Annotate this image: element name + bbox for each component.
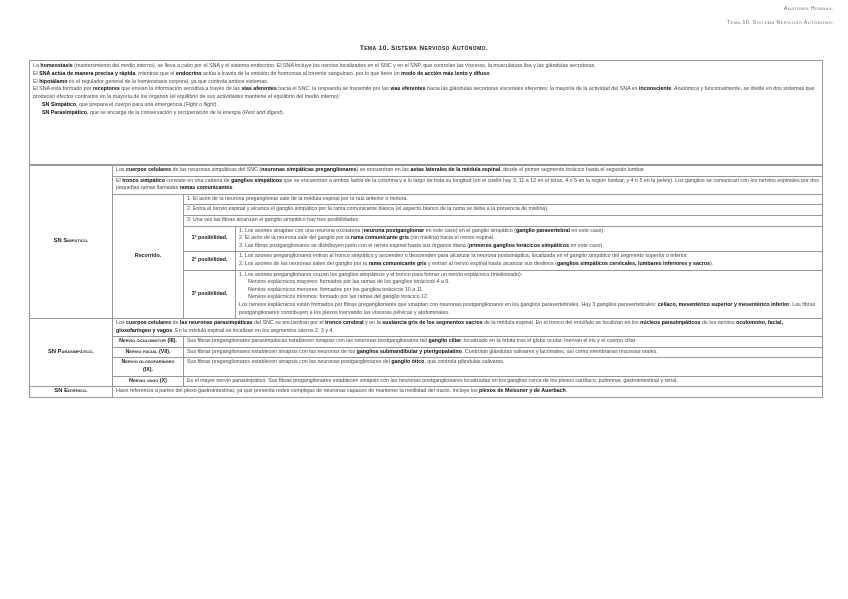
posibilidad-2-label: 2ª posibilidad. — [184, 252, 236, 270]
enterico-label: SN Entérico. — [30, 387, 113, 398]
intro-box — [29, 60, 823, 165]
nerve-name: Nervio vago (X) — [113, 376, 184, 387]
nerve-description: Es el mayor nervio parasimpático. Sus fibras preganglionares establecen sinapsis con las neuronas postganglionares localizadas en los ganglios cerca de los plexos cardíaco, pulmonar, gastrointestinal y renal. — [184, 376, 823, 387]
nerve-description: Sus fibras preganglionares establecen sinapsis con las neuronas de los ganglios submandibular y pterigopalatino. Controlan glándulas salivares y lacrimales, así como membranas mucosas orales. — [184, 347, 823, 358]
simpatico-label: SN Simpático. — [30, 166, 113, 319]
nerve-name: Nervio oculomotor (III). — [113, 337, 184, 348]
simpatico-trunk: El tronco simpático consiste en una cadena de ganglios simpáticos que se encuentran a ambos lados de la columna y a lo largo de toda su longitud (en el cuello hay 3, 11 a 12 en el tórax, 4 o 5 en la región lumbar, y 4 o 5 en la pelvis). Los ganglios se comunican con los nervios espinales por dos pequeñas ramas llamadas ramas comunicantes. — [113, 176, 823, 194]
parasimpatico-label: SN Parasimpático. — [30, 319, 113, 387]
header-topic: Tema 10. Sistema Nervioso Autónomo. — [726, 20, 834, 26]
summary-table — [29, 165, 823, 398]
posibilidad-2-text: 1. Los axones preganglionares entran al tronco simpático y ascienden o descienden para alcanzar la neurona postsináptica, localizada en el ganglio simpático del segmento superior o inferior. 2. Los axones de las neuronas salen del ganglio por la rama comunicante gris y entran al nervio espinal hasta alcanzar sus destinos (ganglios simpáticos cervicales, lumbares inferiores y sacros). — [236, 252, 823, 270]
posibilidad-1-text: 1. Los axones sinaptan con una neurona excitatoria (neurona postganglionar en este caso) en el ganglio simpático (ganglio paravertebral en este caso). 2. El axón de la neurona sale del ganglio por la rama comunicante gris (sin mielina) hacia el nervio espinal. 3. Las fibras postganglionares se distribuyen junto con el nervio espinal hasta sus órganos diana (primeros ganglios torácicos simpáticos en este caso). — [236, 226, 823, 252]
intro-paragraph: La homeostasis (mantenimiento del medio interno), se lleva a cabo por el SNA y el sistema endocrino. El SNA incluye los nervios localizados en el SNC y en el SNP, que controlan las vísceras, la musculatura lisa y las glándulas secretoras. — [33, 63, 596, 69]
recorrido-step: 1. El axón de la neurona preganglionar sale de la médula espinal por la raíz anterior o motora. — [184, 194, 823, 205]
nerve-name: Nervio glosofaríngeo (IX). — [113, 358, 184, 376]
recorrido-label: Recorrido. — [113, 194, 184, 318]
page-title: Tema 10. Sistema Nervioso Autónomo. — [359, 45, 489, 52]
nerve-name: Nervio facial (VII). — [113, 347, 184, 358]
nerve-description: Sus fibras preganglionares parasimpáticas establecen sinapsis con las neuronas postganglionares del ganglio ciliar, localizado en la órbita tras el globo ocular. Inervan el iris y el cuerpo ciliar. — [184, 337, 823, 348]
intro-bullet: SN Simpático, que prepara el cuerpo para una emergencia (Fight o flight). — [42, 101, 218, 108]
posibilidad-1-label: 1ª posibilidad. — [184, 226, 236, 252]
posibilidad-3-label: 3ª posibilidad. — [184, 270, 236, 319]
recorrido-step: 2. Entra al nervio espinal y alcanza el ganglio simpático por la rama comunicante blanca (el aspecto blanco de la rama se debe a la presencia de mielina). — [184, 205, 823, 216]
intro-paragraph: El SNA actúa de manera precisa y rápida, mientras que el endocrino actúa a través de la emisión de hormonas al torrente sanguíneo, por lo que tiene un modo de acción más lento y difuso. — [33, 70, 491, 77]
parasimpatico-intro: Los cuerpos celulares de las neuronas parasimpáticas del SNC se encuentran por el tronco cerebral y en la sustancia gris de los segmentos sacros de la médula espinal. En el tronco del encéfalo se localizan en los núcleos parasimpáticos de los nervios oculomotor, facial, glosofaríngeo y vagos. En la médula espinal se localizan en los segmentos sacros 2, 3 y 4. — [113, 319, 823, 337]
intro-paragraph: El SNA está formado por receptores que envían la información sensitiva a través de las vías aferentes hacia el SNC; la respuesta se transmite por las vías eferentes hacia las glándulas secretoras viscerales eferentes; la mayoría de la actividad del SNA es inconsciente. Anatómica y funcionalmente, se divide en dos sistemas que producen efectos contrarios en la mayoría de los órganos (el equilibrio de sus actividades mantiene el equilibrio del medio interno): — [33, 86, 815, 101]
simpatico-cell-bodies: Los cuerpos celulares de las neuronas simpáticas del SNC (neuronas simpáticas preganglionares) se encuentran en las astas laterales de la médula espinal, desde el primer segmento torácico hasta el segundo lumbar. — [113, 166, 823, 177]
nerve-description: Sus fibras preganglionares establecen sinapsis con las neuronas postganglionares del ganglio ótico, que controla glándulas salivares. — [184, 358, 823, 376]
intro-bullet: SN Parasimpático, que se encarga de la conservación y recuperación de la energía (Rest and digest). — [42, 109, 285, 116]
header-course: Anatomía Humana. — [783, 6, 834, 12]
intro-paragraph: El hipotálamo es el regulador general de la homeostasis corporal, ya que controla ambos sistemas. — [33, 78, 269, 85]
posibilidad-3-text: 1. Los axones preganglionares cruzan los ganglios simpáticos y el tronco para formar un nervio esplácnico (mielinizado): Nervios esplácnicos mayores: formados por las ramas de los ganglios torácicos 4 a 9. Nervios esplácnicos menores: formados por los ganglios torácicos 10 a 11. Nervios esplácnicos mínimos: formado por las ramas del ganglio torácico 12. Los nervios esplácnicos están formados por fibras preganglionares que sinaptan con neuronas postganglionares en los ganglios paravertebrales. Hay 3 ganglios paravertebrales: celíaco, mesentérico superior y mesentérico inferior. Las fibras postganglionares contribuyen a los plexos inervando las vísceras pélvicas y abdominales. — [236, 270, 823, 319]
enterico-text: Hace referencia a partes del plexo gastrointestinal, ya que presenta redes complejas de neuronas capaces de mantener la motilidad del tracto. Incluye los plexos de Meissner y de Auerbach. — [113, 387, 823, 398]
recorrido-step: 3. Una vez las fibras alcanzan el ganglio simpático hay tres posibilidades: — [184, 215, 823, 226]
